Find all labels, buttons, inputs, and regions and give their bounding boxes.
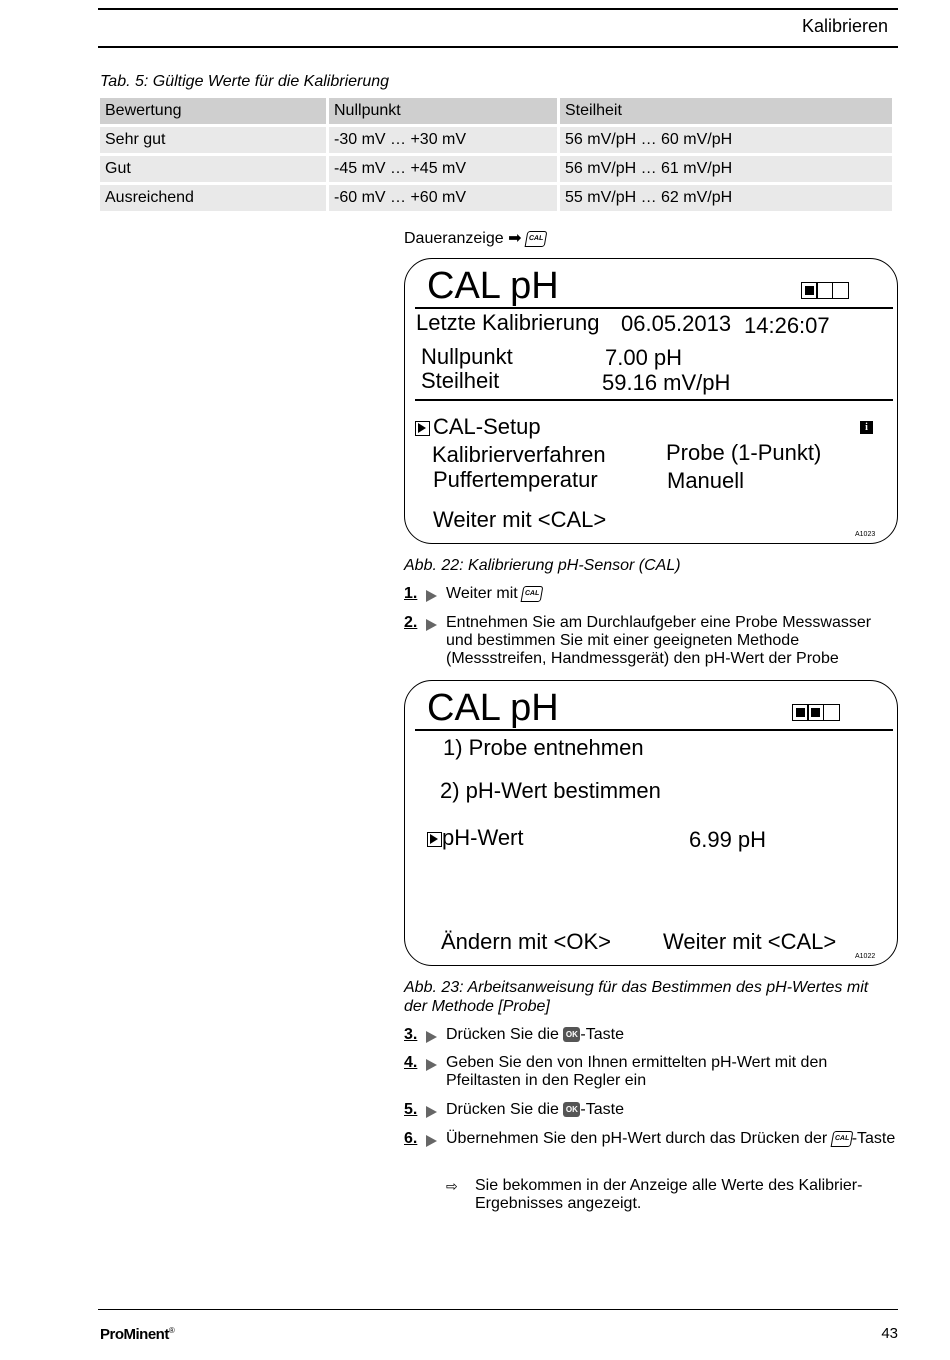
daueranzeige-label: Daueranzeige [404, 230, 504, 247]
prominent-logo [100, 1326, 174, 1343]
last-calibration-date: 06.05.2013 [621, 311, 732, 336]
step-text: Entnehmen Sie am Durchlaufgeber eine Probe Messwasser und bestimmen Sie mit einer geeigneten Methode (Messstreifen, Handmessgerät) den pH-Wert der Probe [446, 614, 872, 667]
table-cell: -45 mV … +45 mV [329, 156, 557, 182]
table-header-cell: Nullpunkt [329, 98, 557, 124]
page-header-title: Kalibrieren [801, 16, 888, 36]
cal-key-icon: CAL [830, 1131, 853, 1147]
ph-value-label: pH-Wert [442, 825, 524, 850]
result-text: Sie bekommen in der Anzeige alle Werte des Kalibrier-Ergebnisses angezeigt. [475, 1177, 863, 1212]
display-divider [415, 307, 893, 309]
table-row [100, 156, 892, 182]
ph-value-item[interactable] [427, 825, 524, 851]
figure-23-caption: Abb. 23: Arbeitsanweisung für das Bestimmen des pH-Wertes mit der Methode [Probe] [404, 979, 869, 1015]
step-text: Drücken Sie die [446, 1101, 559, 1118]
table-cell: -30 mV … +30 mV [329, 127, 557, 153]
step-text: Weiter mit [446, 585, 518, 602]
change-with-ok-text: Ändern mit <OK> [441, 929, 611, 954]
progress-box-filled [807, 704, 824, 721]
buffer-temperature-label: Puffertemperatur [433, 467, 598, 492]
selection-arrow-icon [415, 421, 430, 436]
progress-box-empty [823, 704, 840, 721]
continue-with-cal-text: Weiter mit <CAL> [433, 507, 607, 532]
step-item [404, 1026, 896, 1044]
info-icon: i [860, 421, 873, 434]
step-text-line [446, 585, 896, 603]
step-number: 6. [404, 1130, 418, 1147]
cal-key-icon: CAL [521, 586, 544, 602]
step-item [404, 1101, 896, 1119]
table-row [100, 185, 892, 211]
figure-code: A1022 [855, 953, 876, 960]
progress-box-filled [801, 282, 818, 299]
buffer-temperature-value: Manuell [667, 468, 745, 493]
registered-mark: ® [168, 1326, 175, 1335]
table-cell: 55 mV/pH … 62 mV/pH [560, 185, 892, 211]
table-cell: Ausreichend [100, 185, 326, 211]
step-number: 5. [404, 1101, 418, 1118]
cal-setup-label: CAL-Setup [433, 414, 541, 439]
display-title: CAL pH [427, 265, 559, 307]
table-header-cell: Bewertung [100, 98, 326, 124]
result-note [446, 1177, 896, 1213]
step-text: Drücken Sie die [446, 1026, 559, 1043]
calibration-method-label: Kalibrierverfahren [432, 442, 606, 467]
figure-code: A1023 [855, 531, 876, 538]
continue-with-cal-text: Weiter mit <CAL> [663, 929, 837, 954]
calibration-values-table [97, 95, 895, 214]
table-cell: 56 mV/pH … 60 mV/pH [560, 127, 892, 153]
calibration-method-value: Probe (1-Punkt) [666, 440, 822, 465]
table-cell: Sehr gut [100, 127, 326, 153]
step-text-line [446, 1026, 896, 1044]
step-triangle-icon [426, 1106, 437, 1118]
table-header-cell: Steilheit [560, 98, 892, 124]
right-arrow-icon: ➡ [508, 230, 522, 247]
cal-key-icon: CAL [525, 231, 548, 247]
footer-rule [98, 1309, 898, 1310]
figure-22-caption: Abb. 22: Kalibrierung pH-Sensor (CAL) [404, 557, 681, 574]
step-item [404, 614, 896, 668]
table-cell: Gut [100, 156, 326, 182]
last-calibration-label: Letzte Kalibrierung [416, 310, 600, 335]
progress-box-empty [816, 282, 833, 299]
table-cell: -60 mV … +60 mV [329, 185, 557, 211]
progress-boxes [802, 282, 849, 299]
daueranzeige-line [404, 228, 546, 248]
step-text: Geben Sie den von Ihnen ermittelten pH-Wert mit den Pfeiltasten in den Regler ein [446, 1054, 828, 1089]
display-divider [415, 729, 893, 731]
step-item [404, 1130, 896, 1148]
step-text: Übernehmen Sie den pH-Wert durch das Drücken der [446, 1130, 828, 1147]
progress-box-empty [832, 282, 849, 299]
step-text-line [446, 1101, 896, 1119]
selection-arrow-icon [427, 832, 442, 847]
result-arrow-icon: ⇨ [446, 1178, 458, 1194]
ok-key-icon: OK [563, 1027, 580, 1042]
step-item [404, 1054, 896, 1090]
table-header-row [100, 98, 892, 124]
step-triangle-icon [426, 590, 437, 602]
slope-value: 59.16 mV/pH [602, 370, 731, 395]
table-caption: Tab. 5: Gültige Werte für die Kalibrierung [100, 73, 390, 90]
step-text: -Taste [580, 1026, 624, 1043]
progress-box-filled [792, 704, 809, 721]
slope-label: Steilheit [421, 368, 500, 393]
display-divider [415, 399, 893, 401]
step-triangle-icon [426, 1031, 437, 1043]
last-calibration-time: 14:26:07 [744, 313, 830, 338]
progress-boxes [793, 704, 840, 721]
zero-point-label: Nullpunkt [421, 344, 513, 369]
display-title: CAL pH [427, 687, 559, 729]
ph-value: 6.99 pH [689, 827, 767, 852]
cal-setup-item[interactable] [415, 414, 541, 440]
zero-point-value: 7.00 pH [605, 345, 683, 370]
step-text-line [446, 1130, 896, 1148]
header-top-rule [98, 8, 898, 10]
step-triangle-icon [426, 1135, 437, 1147]
step-text: -Taste [851, 1130, 896, 1147]
step-number: 4. [404, 1054, 418, 1071]
table-row [100, 127, 892, 153]
table-cell: 56 mV/pH … 61 mV/pH [560, 156, 892, 182]
step-text: -Taste [580, 1101, 624, 1118]
step-number: 2. [404, 614, 418, 631]
cal-ph-display-2 [404, 680, 898, 966]
instruction-line-2: 2) pH-Wert bestimmen [440, 778, 661, 803]
step-item [404, 585, 896, 603]
instruction-line-1: 1) Probe entnehmen [443, 735, 644, 760]
page-number: 43 [881, 1325, 898, 1342]
cal-ph-display-1 [404, 258, 898, 544]
logo-text: ProMinent [100, 1326, 169, 1343]
ok-key-icon: OK [563, 1102, 580, 1117]
step-number: 1. [404, 585, 418, 602]
step-triangle-icon [426, 619, 437, 631]
step-number: 3. [404, 1026, 418, 1043]
step-triangle-icon [426, 1059, 437, 1071]
header-bottom-rule [98, 46, 898, 48]
